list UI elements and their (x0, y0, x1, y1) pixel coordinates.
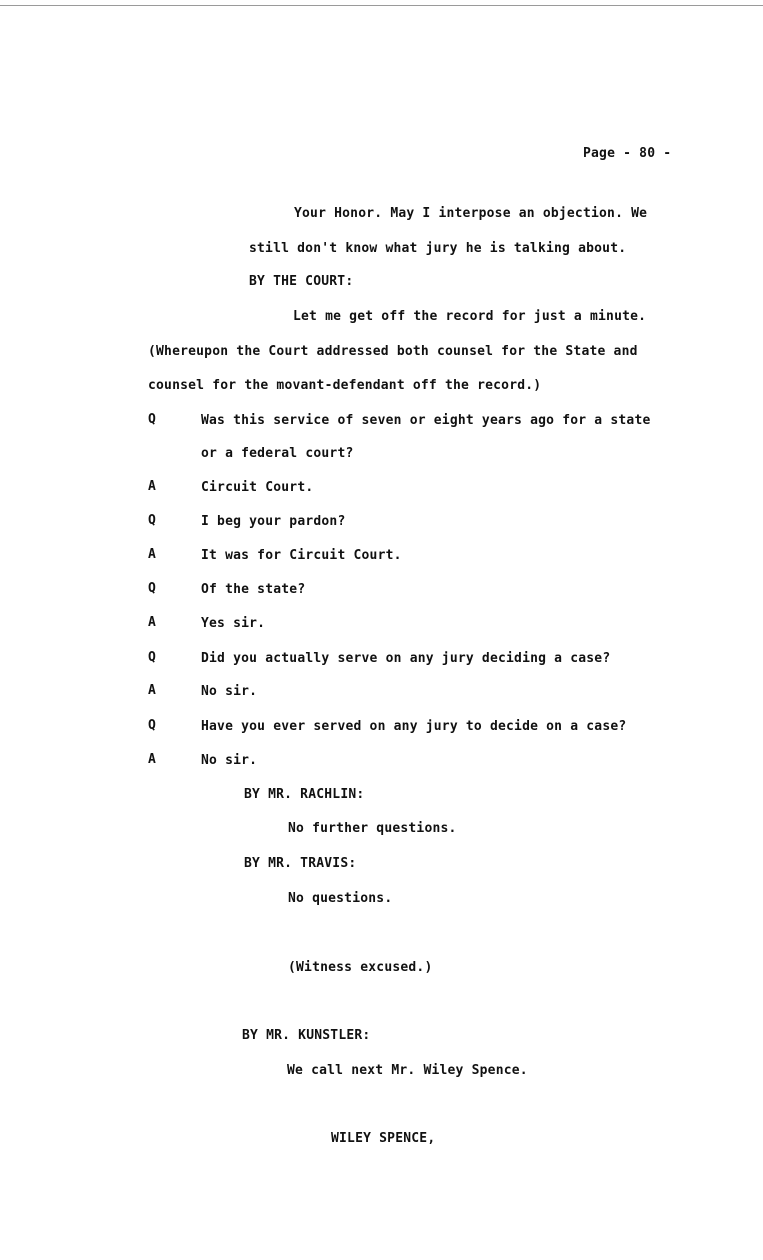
qa-marker: A (148, 547, 156, 562)
qa-marker: A (148, 479, 156, 494)
transcript-line: still don't know what jury he is talking about. (249, 241, 627, 256)
question-text: Did you actually serve on any jury deciding a case? (201, 651, 611, 666)
speaker-heading: BY MR. TRAVIS: (244, 856, 357, 871)
question-text: Have you ever served on any jury to decide on a case? (201, 719, 627, 734)
qa-marker: A (148, 683, 156, 698)
speaker-heading: BY THE COURT: (249, 274, 354, 289)
witness-heading: WILEY SPENCE, (331, 1131, 436, 1146)
qa-marker: A (148, 752, 156, 767)
transcript-line: or a federal court? (201, 446, 354, 461)
transcript-note: (Witness excused.) (288, 960, 433, 975)
speaker-heading: BY MR. KUNSTLER: (242, 1028, 371, 1043)
answer-text: Circuit Court. (201, 480, 314, 495)
qa-marker: Q (148, 513, 156, 528)
answer-text: No sir. (201, 753, 258, 768)
transcript-line: Let me get off the record for just a minute. (293, 309, 647, 324)
qa-marker: Q (148, 650, 156, 665)
transcript-line: (Whereupon the Court addressed both counsel for the State and (148, 344, 638, 359)
transcript-line: We call next Mr. Wiley Spence. (287, 1063, 528, 1078)
answer-text: Yes sir. (201, 616, 266, 631)
qa-marker: Q (148, 412, 156, 427)
answer-text: No sir. (201, 684, 258, 699)
answer-text: It was for Circuit Court. (201, 548, 402, 563)
transcript-line: No further questions. (288, 821, 457, 836)
page-top-edge (0, 5, 763, 6)
question-text: I beg your pardon? (201, 514, 346, 529)
page-number: Page - 80 - (583, 146, 672, 161)
qa-marker: Q (148, 718, 156, 733)
question-text: Was this service of seven or eight years ago for a state (201, 413, 651, 428)
transcript-line: Your Honor. May I interpose an objection. We (294, 206, 648, 221)
transcript-line: counsel for the movant-defendant off the record.) (148, 378, 542, 393)
transcript-line: No questions. (288, 891, 393, 906)
question-text: Of the state? (201, 582, 306, 597)
speaker-heading: BY MR. RACHLIN: (244, 787, 365, 802)
qa-marker: A (148, 615, 156, 630)
qa-marker: Q (148, 581, 156, 596)
